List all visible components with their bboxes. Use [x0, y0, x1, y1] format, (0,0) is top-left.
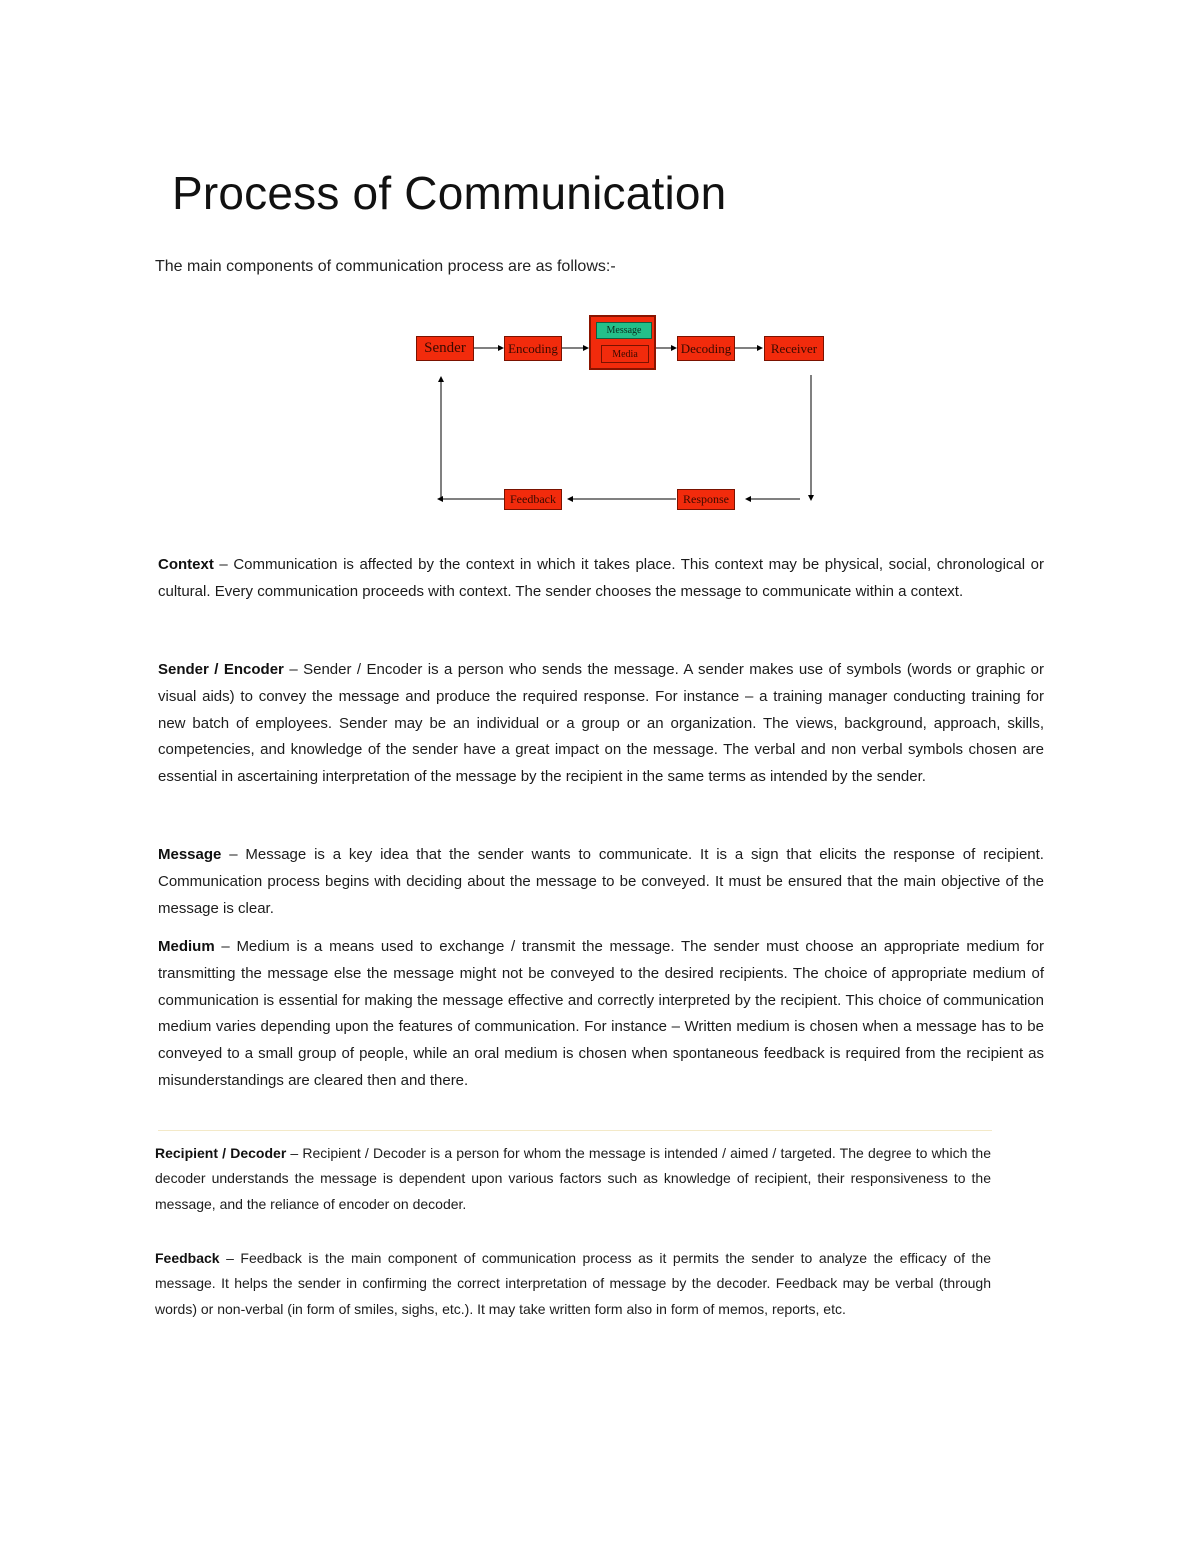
recipient-term: Recipient / Decoder — [155, 1145, 287, 1161]
context-term: Context — [158, 556, 214, 573]
sender-dash: – — [283, 661, 304, 678]
intro-text: The main components of communication process are as follows:- — [155, 258, 616, 275]
page-title: Process of Communication — [172, 167, 727, 219]
decoding-node: Decoding — [677, 336, 735, 361]
message-paragraph — [158, 842, 1044, 922]
sender-node: Sender — [416, 336, 474, 361]
sender-term: Sender / Encoder — [158, 661, 284, 678]
message-box: Message — [596, 322, 652, 339]
receiver-node: Receiver — [764, 336, 824, 361]
context-text: Communication is affected by the context in which it takes place. This context may be physical, social, chronological or cultural. Every communication proceeds with context. The sender chooses the message to communicate within a context. — [158, 556, 1044, 600]
response-node: Response — [677, 489, 735, 510]
message-text: Message is a key idea that the sender wants to communicate. It is a sign that elicits the response of recipient. Communication process begins with deciding about the message to be conveyed. It must be ensured that the main objective of the message is clear. — [158, 846, 1044, 917]
sender-text: Sender / Encoder is a person who sends the message. A sender makes use of symbols (words or graphic or visual aids) to convey the message and produce the required response. For instance – a training manager conducting training for new batch of employees. Sender may be an individual or a group or an organization. The views, background, approach, skills, competencies, and knowledge of the sender have a great impact on the message. The verbal and non verbal symbols chosen are essential in ascertaining interpretation of the message by the recipient in the same terms as intended by the sender. — [158, 661, 1044, 786]
divider — [158, 1130, 992, 1131]
medium-text: Medium is a means used to exchange / transmit the message. The sender must choose an appropriate medium for transmitting the message else the message might not be conveyed to the desired recipients. The choice of appropriate medium of communication is essential for making the message effective and correctly interpreted by the recipient. This choice of communication medium varies depending upon the features of communication. For instance – Written medium is chosen when a message has to be conveyed to a small group of people, while an oral medium is chosen when spontaneous feedback is required from the recipient as misunderstandings are cleared then and there. — [158, 938, 1044, 1089]
feedback-term: Feedback — [155, 1250, 220, 1266]
message-media-node — [589, 315, 656, 370]
feedback-dash: – — [219, 1250, 241, 1266]
feedback-text: Feedback is the main component of communication process as it permits the sender to analyze the efficacy of the message. It helps the sender in confirming the correct interpretation of message by the decoder. Feedback may be verbal (through words) or non-verbal (in form of smiles, sighs, etc.). It may take written form also in form of memos, reports, etc. — [155, 1250, 991, 1317]
message-dash: – — [221, 846, 246, 863]
feedback-paragraph — [155, 1246, 991, 1322]
media-box: Media — [601, 345, 649, 363]
recipient-paragraph — [155, 1141, 991, 1217]
medium-term: Medium — [158, 938, 215, 955]
medium-dash: – — [214, 938, 237, 955]
context-dash: – — [213, 556, 234, 573]
medium-paragraph — [158, 934, 1044, 1095]
recipient-text: Recipient / Decoder is a person for whom the message is intended / aimed / targeted. The degree to which the decoder understands the message is dependent upon various factors such as knowledge of recipient, their responsiveness to the message, and the reliance of encoder on decoder. — [155, 1145, 991, 1212]
context-paragraph — [158, 552, 1044, 606]
communication-process-diagram — [400, 305, 840, 520]
sender-paragraph — [158, 657, 1044, 791]
feedback-node: Feedback — [504, 489, 562, 510]
message-term: Message — [158, 846, 222, 863]
recipient-dash: – — [286, 1145, 303, 1161]
encoding-node: Encoding — [504, 336, 562, 361]
